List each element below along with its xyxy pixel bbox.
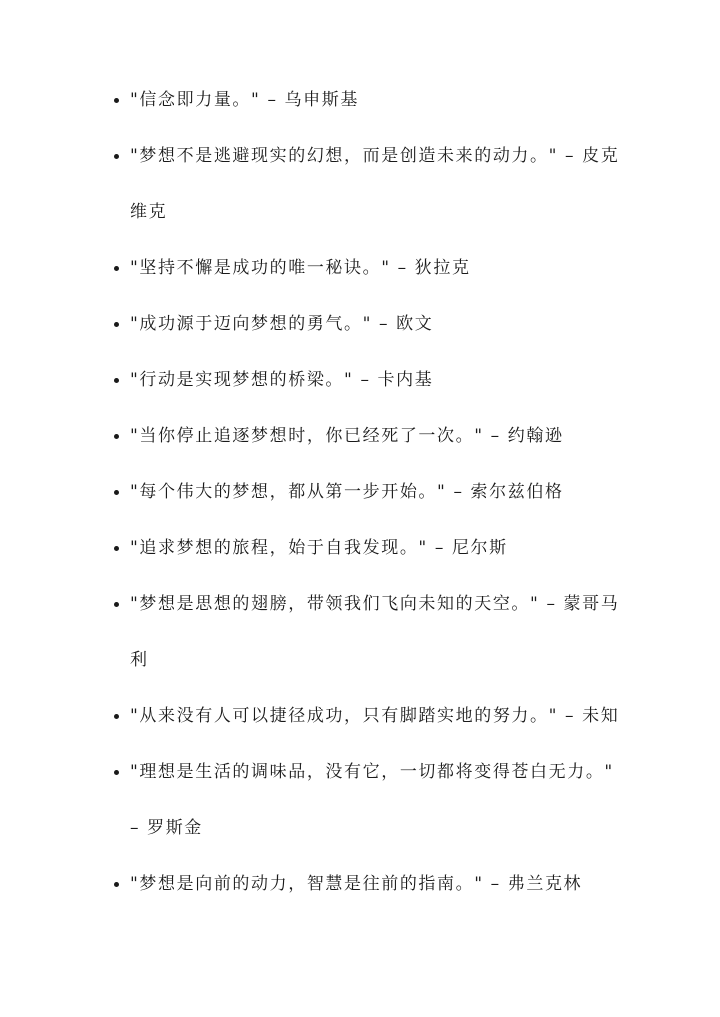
quote-text: "梦想是向前的动力，智慧是往前的指南。" – 弗兰克林: [130, 874, 583, 894]
quote-text: "成功源于迈向梦想的勇气。" – 欧文: [130, 314, 434, 334]
bullet-icon: [114, 98, 119, 103]
bullet-icon: [114, 770, 119, 775]
quote-text: "坚持不懈是成功的唯一秘诀。" – 狄拉克: [130, 258, 471, 278]
quote-list: [0, 72, 720, 912]
quote-text: "每个伟大的梦想，都从第一步开始。" – 索尔兹伯格: [130, 482, 564, 502]
quote-text: "当你停止追逐梦想时，你已经死了一次。" – 约翰逊: [130, 426, 564, 446]
quote-text: "信念即力量。" – 乌申斯基: [130, 90, 359, 110]
quote-text: "追求梦想的旅程，始于自我发现。" – 尼尔斯: [130, 538, 508, 558]
list-item: [0, 408, 720, 464]
bullet-icon: [114, 490, 119, 495]
bullet-icon: [114, 602, 119, 607]
list-item: [0, 744, 720, 856]
quote-text: "理想是生活的调味品，没有它，一切都将变得苍白无力。" – 罗斯金: [130, 762, 614, 838]
list-item: [0, 576, 720, 688]
list-item: [0, 128, 720, 240]
bullet-icon: [114, 546, 119, 551]
list-item: [0, 520, 720, 576]
bullet-icon: [114, 154, 119, 159]
bullet-icon: [114, 266, 119, 271]
list-item: [0, 464, 720, 520]
quote-text: "从来没有人可以捷径成功，只有脚踏实地的努力。" – 未知: [130, 706, 620, 726]
bullet-icon: [114, 882, 119, 887]
bullet-icon: [114, 322, 119, 327]
list-item: [0, 296, 720, 352]
list-item: [0, 856, 720, 912]
quote-text: "行动是实现梦想的桥梁。" – 卡内基: [130, 370, 434, 390]
quote-text: "梦想是思想的翅膀，带领我们飞向未知的天空。" – 蒙哥马利: [130, 594, 620, 670]
list-item: [0, 240, 720, 296]
list-item: [0, 352, 720, 408]
bullet-icon: [114, 714, 119, 719]
bullet-icon: [114, 378, 119, 383]
bullet-icon: [114, 434, 119, 439]
list-item: [0, 688, 720, 744]
list-item: [0, 72, 720, 128]
quote-text: "梦想不是逃避现实的幻想，而是创造未来的动力。" – 皮克维克: [130, 146, 620, 222]
